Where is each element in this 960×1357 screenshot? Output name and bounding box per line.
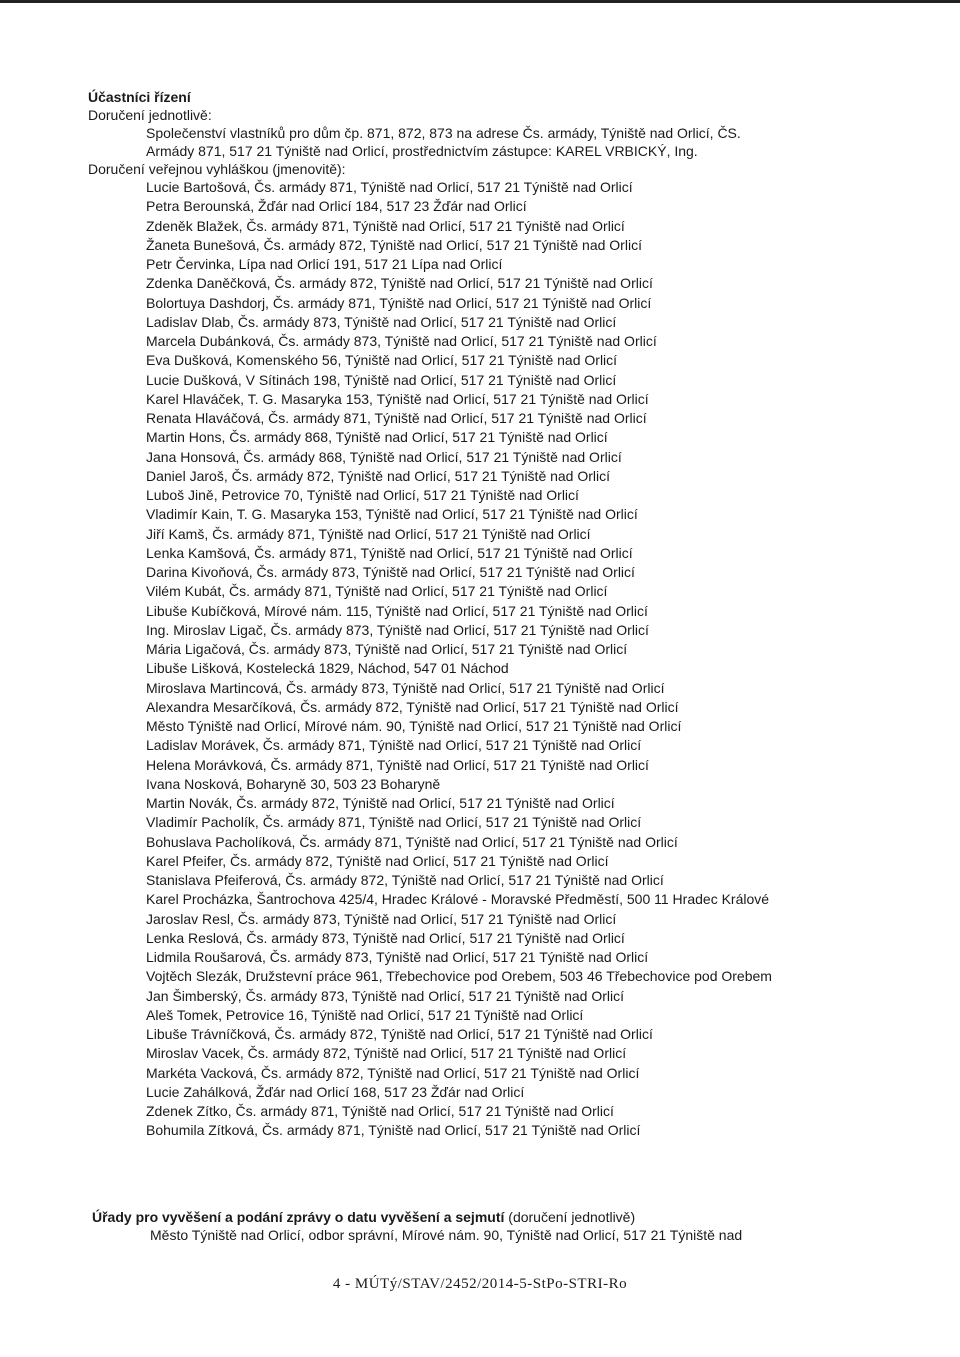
participant-entry: Lenka Kamšová, Čs. armády 871, Týniště nad Orlicí, 517 21 Týniště nad Orlicí [146,544,633,561]
participant-entry: Miroslava Martincová, Čs. armády 873, Týniště nad Orlicí, 517 21 Týniště nad Orlicí [146,679,665,696]
participant-entry: Lucie Zahálková, Žďár nad Orlicí 168, 517 23 Žďár nad Orlicí [146,1083,525,1100]
participant-entry: Vojtěch Slezák, Družstevní práce 961, Třebechovice pod Orebem, 503 46 Třebechovice pod Orebem [146,968,772,985]
offices-section [92,1208,892,1244]
top-edge-rule [0,0,960,3]
participant-entry: Daniel Jaroš, Čs. armády 872, Týniště nad Orlicí, 517 21 Týniště nad Orlicí [146,467,611,484]
participant-entry: Jan Šimberský, Čs. armády 873, Týniště nad Orlicí, 517 21 Týniště nad Orlicí [146,987,625,1004]
participant-entry: Vladimír Pacholík, Čs. armády 871, Týniště nad Orlicí, 517 21 Týniště nad Orlicí [146,814,642,831]
participant-entry: Libuše Trávníčková, Čs. armády 872, Týniště nad Orlicí, 517 21 Týniště nad Orlicí [146,1026,653,1042]
participant-entry: Zdenek Zítko, Čs. armády 871, Týniště nad Orlicí, 517 21 Týniště nad Orlicí [146,1103,614,1119]
document-reference-footer: 4 - MÚTý/STAV/2452/2014-5-StPo-STRI-Ro [332,1276,628,1292]
participant-entry: Ivana Nosková, Boharyně 30, 503 23 Boharyně [146,775,441,792]
participant-entry: Helena Morávková, Čs. armády 871, Týniště nad Orlicí, 517 21 Týniště nad Orlicí [146,756,649,773]
participant-entry: Zdenka Daněčková, Čs. armády 872, Týniště nad Orlicí, 517 21 Týniště nad Orlicí [146,275,653,292]
participant-entry: Lucie Dušková, V Sítinách 198, Týniště nad Orlicí, 517 21 Týniště nad Orlicí [146,371,617,388]
participant-entry: Martin Novák, Čs. armády 872, Týniště nad Orlicí, 517 21 Týniště nad Orlicí [146,795,615,811]
participant-entry: Marcela Dubánková, Čs. armády 873, Týniště nad Orlicí, 517 21 Týniště nad Orlicí [146,333,657,349]
offices-recipient: Město Týniště nad Orlicí, odbor správní, Mírové nám. 90, Týniště nad Orlicí, 517 21 Týniště nad [150,1227,743,1243]
participant-entry: Stanislava Pfeiferová, Čs. armády 872, Týniště nad Orlicí, 517 21 Týniště nad Orlicí [146,872,664,888]
participant-entry: Zdeněk Blažek, Čs. armády 871, Týniště nad Orlicí, 517 21 Týniště nad Orlicí [146,217,625,234]
participant-entry: Mária Ligačová, Čs. armády 873, Týniště nad Orlicí, 517 21 Týniště nad Orlicí [146,641,628,657]
participant-entry: Renata Hlaváčová, Čs. armády 871, Týniště nad Orlicí, 517 21 Týniště nad Orlicí [146,410,647,426]
participant-entry: Petr Červinka, Lípa nad Orlicí 191, 517 21 Lípa nad Orlicí [146,256,503,272]
participant-entry: Miroslav Vacek, Čs. armády 872, Týniště nad Orlicí, 517 21 Týniště nad Orlicí [146,1045,627,1062]
public-notice-label: Doručení veřejnou vyhláškou (jmenovitě): [88,161,346,177]
participant-entry: Libuše Kubíčková, Mírové nám. 115, Týniště nad Orlicí, 517 21 Týniště nad Orlicí [146,602,648,619]
owners-association-line-2: Armády 871, 517 21 Týniště nad Orlicí, prostřednictvím zástupce: KAREL VRBICKÝ, Ing. [146,143,698,159]
participant-entry: Lenka Reslová, Čs. armády 873, Týniště nad Orlicí, 517 21 Týniště nad Orlicí [146,929,625,946]
participant-entry: Jiří Kamš, Čs. armády 871, Týniště nad Orlicí, 517 21 Týniště nad Orlicí [146,525,591,542]
participant-entry: Libuše Lišková, Kostelecká 1829, Náchod, 547 01 Náchod [146,660,509,677]
participant-entry: Ladislav Dlab, Čs. armády 873, Týniště nad Orlicí, 517 21 Týniště nad Orlicí [146,313,617,330]
offices-note: (doručení jednotlivě) [508,1209,636,1225]
participant-entry: Jaroslav Resl, Čs. armády 873, Týniště nad Orlicí, 517 21 Týniště nad Orlicí [146,910,617,927]
participant-entry: Karel Procházka, Šantrochova 425/4, Hradec Králové - Moravské Předměstí, 500 11 Hradec Králové [146,891,770,908]
participant-entry: Vilém Kubát, Čs. armády 871, Týniště nad Orlicí, 517 21 Týniště nad Orlicí [146,583,608,600]
offices-heading: Úřady pro vyvěšení a podání zprávy o datu vyvěšení a sejmutí [92,1209,505,1225]
participant-entry: Alexandra Mesarčíková, Čs. armády 872, Týniště nad Orlicí, 517 21 Týniště nad Orlicí [146,698,679,715]
participant-entry: Vladimír Kain, T. G. Masaryka 153, Týniště nad Orlicí, 517 21 Týniště nad Orlicí [146,506,638,523]
participant-entry: Lucie Bartošová, Čs. armády 871, Týniště nad Orlicí, 517 21 Týniště nad Orlicí [146,179,633,195]
participant-entry: Petra Berounská, Žďár nad Orlicí 184, 517 23 Žďár nad Orlicí [146,198,527,215]
participant-entry: Ladislav Morávek, Čs. armády 871, Týniště nad Orlicí, 517 21 Týniště nad Orlicí [146,737,642,754]
participant-entry: Bohuslava Pacholíková, Čs. armády 871, Týniště nad Orlicí, 517 21 Týniště nad Orlicí [146,833,678,850]
participant-entry: Žaneta Bunešová, Čs. armády 872, Týniště nad Orlicí, 517 21 Týniště nad Orlicí [146,236,642,253]
participant-entry: Ing. Miroslav Ligač, Čs. armády 873, Týniště nad Orlicí, 517 21 Týniště nad Orlicí [146,621,649,638]
participant-entry: Markéta Vacková, Čs. armády 872, Týniště nad Orlicí, 517 21 Týniště nad Orlicí [146,1064,640,1081]
participant-entry: Eva Dušková, Komenského 56, Týniště nad Orlicí, 517 21 Týniště nad Orlicí [146,352,618,369]
section-heading: Účastníci řízení [88,89,191,105]
participant-entry: Město Týniště nad Orlicí, Mírové nám. 90, Týniště nad Orlicí, 517 21 Týniště nad Orlicí [146,718,682,734]
participant-entry: Bolortuya Dashdorj, Čs. armády 871, Týniště nad Orlicí, 517 21 Týniště nad Orlicí [146,294,652,311]
participants-section [88,88,928,1141]
participant-entry: Karel Pfeifer, Čs. armády 872, Týniště nad Orlicí, 517 21 Týniště nad Orlicí [146,852,609,869]
owners-association-line-1: Společenství vlastníků pro dům čp. 871, 872, 873 na adrese Čs. armády, Týniště nad Orlicí, ČS. [146,125,741,141]
offices-heading-line [92,1208,892,1226]
individual-delivery-label: Doručení jednotlivě: [88,107,212,123]
participant-entry: Bohumila Zítková, Čs. armády 871, Týniště nad Orlicí, 517 21 Týniště nad Orlicí [146,1122,641,1139]
participant-entry: Darina Kivoňová, Čs. armády 873, Týniště nad Orlicí, 517 21 Týniště nad Orlicí [146,564,635,580]
participant-entry: Karel Hlaváček, T. G. Masaryka 153, Týniště nad Orlicí, 517 21 Týniště nad Orlicí [146,390,649,407]
participant-entry: Jana Honsová, Čs. armády 868, Týniště nad Orlicí, 517 21 Týniště nad Orlicí [146,448,622,465]
participant-entry: Lidmila Roušarová, Čs. armády 873, Týniště nad Orlicí, 517 21 Týniště nad Orlicí [146,949,649,965]
participant-entry: Aleš Tomek, Petrovice 16, Týniště nad Orlicí, 517 21 Týniště nad Orlicí [146,1006,584,1023]
participants-list [88,178,928,1141]
participant-entry: Martin Hons, Čs. armády 868, Týniště nad Orlicí, 517 21 Týniště nad Orlicí [146,429,608,446]
participant-entry: Luboš Jině, Petrovice 70, Týniště nad Orlicí, 517 21 Týniště nad Orlicí [146,487,579,503]
